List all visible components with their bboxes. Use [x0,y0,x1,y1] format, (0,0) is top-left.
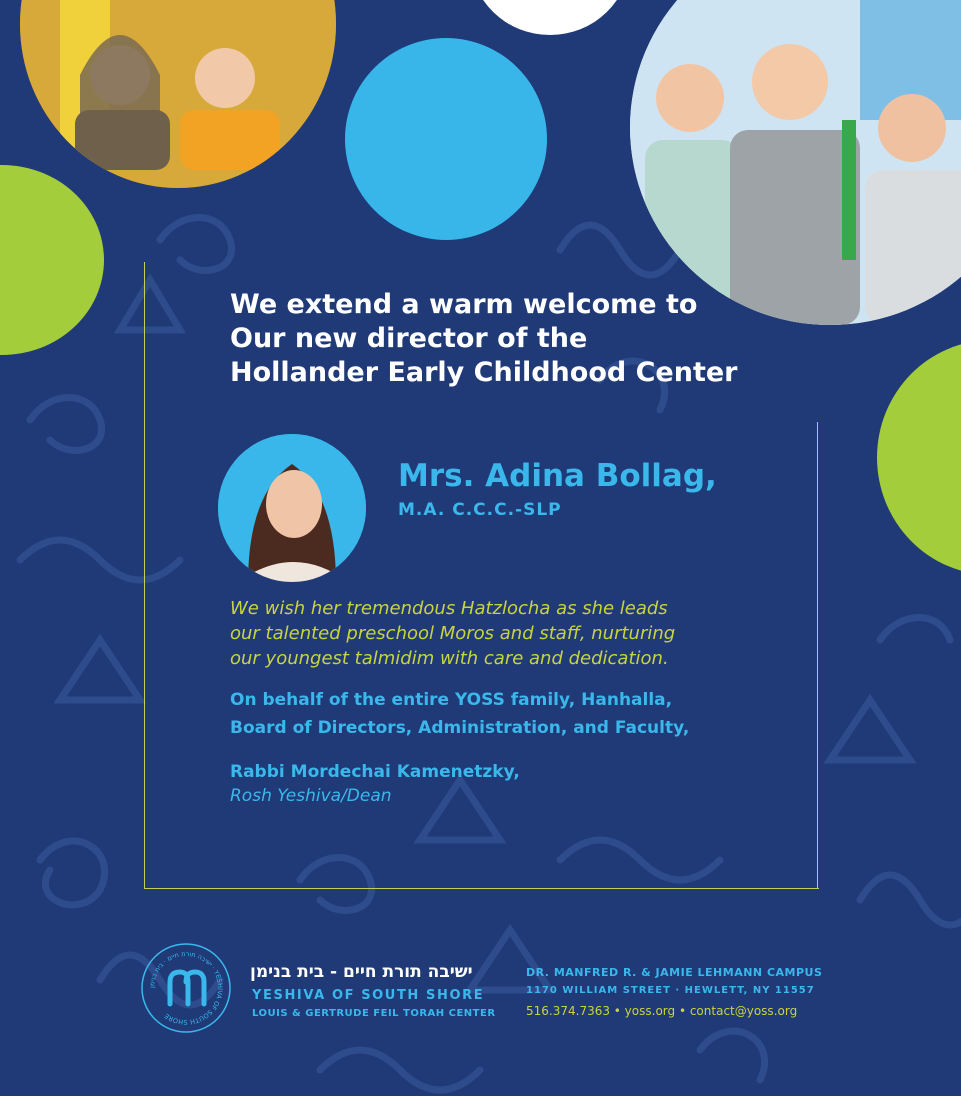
wish-line-2: our talented preschool Moros and staff, nurturing [230,623,676,644]
content-frame-right-edge [817,422,818,888]
signer-title: Rosh Yeshiva/Dean [230,786,392,806]
behalf-line-2: Board of Directors, Administration, and Faculty, [230,718,690,738]
wish-message [230,596,675,671]
school-hebrew-name: ישיבה תורת חיים - בית בנימן [250,962,473,982]
school-seal-logo [140,942,232,1034]
director-credentials: M.A. C.C.C.-SLP [398,500,562,520]
headline-line-3: Hollander Early Childhood Center [230,357,738,388]
behalf-message [230,686,689,742]
signer-name: Rabbi Mordechai Kamenetzky, [230,762,520,782]
contact-info: 516.374.7363 • yoss.org • contact@yoss.org [526,1004,798,1018]
wish-line-3: our youngest talmidim with care and dedication. [230,648,669,669]
school-name: YESHIVA OF SOUTH SHORE [252,988,485,1003]
director-name: Mrs. Adina Bollag, [398,458,717,494]
seal-text: ישיבה תורת חיים · בית בנימן · YESHIVA OF SOUTH SHORE [147,949,225,1027]
headline-line-1: We extend a warm welcome to [230,289,698,320]
campus-address: 1170 WILLIAM STREET · HEWLETT, NY 11557 [526,985,815,996]
wish-line-1: We wish her tremendous Hatzlocha as she leads [230,598,668,619]
headline-line-2: Our new director of the [230,323,588,354]
torah-center-name: LOUIS & GERTRUDE FEIL TORAH CENTER [252,1008,496,1019]
welcome-headline [230,288,790,390]
campus-name: DR. MANFRED R. & JAMIE LEHMANN CAMPUS [526,966,823,979]
behalf-line-1: On behalf of the entire YOSS family, Hanhalla, [230,690,673,710]
blue-decor-circle [345,38,547,240]
director-portrait [218,434,366,582]
